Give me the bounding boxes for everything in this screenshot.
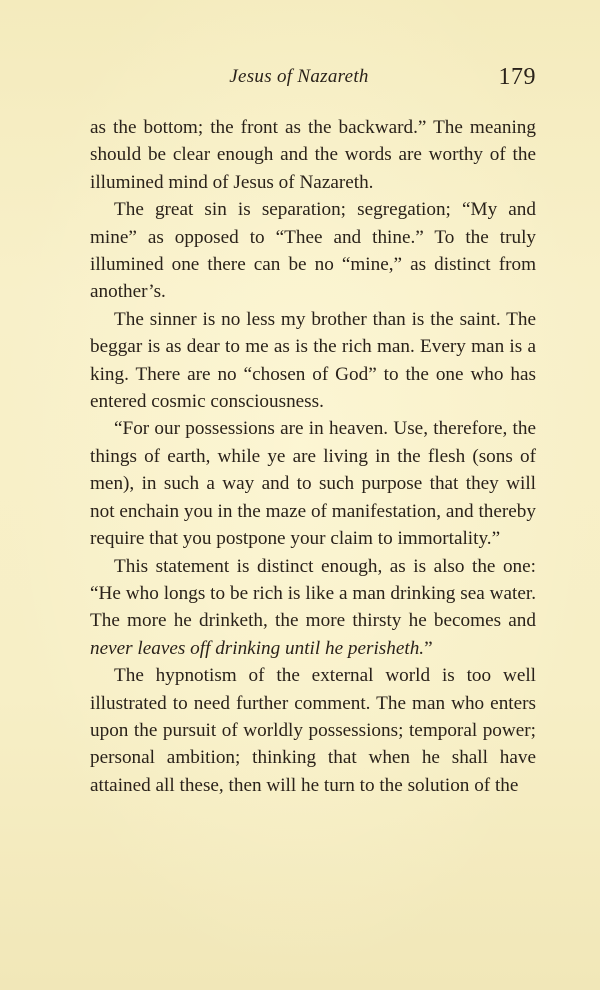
page-number: 179 [498, 64, 536, 90]
paragraph-4: “For our possessions are in heaven. Use, therefore, the things of earth, while ye are living in the flesh (sons of men), in such a way and to such purpose that they will not enchain you in the maze of manifestation, and thereby require that you postpone your claim to immortality.” [90, 418, 536, 550]
paragraph-2: The great sin is separation; segregation; “My and mine” as opposed to “Thee and thine.” To the truly illumined one there can be no “mine,” as distinct from another’s. [90, 199, 536, 303]
paragraph-1: as the bottom; the front as the backward.” The meaning should be clear enough and the words are worthy of the illumined mind of Jesus of Nazareth. [90, 117, 536, 193]
body-text [90, 114, 536, 799]
paragraph-3: The sinner is no less my brother than is the saint. The beggar is as dear to me as is the rich man. Every man is a king. There are no “chosen of God” to the one who has entered cosmic consciousness. [90, 308, 536, 413]
paragraph-6: The hypnotism of the external world is too well illustrated to need further comment. The man who enters upon the pursuit of worldly possessions; temporal power; personal ambition; thinking that when he shall have attained all these, then will he turn to the solution of the [90, 665, 536, 796]
running-head [90, 62, 538, 92]
paragraph-5-text: This statement is distinct enough, as is also the one: “He who longs to be rich is like a man drinking sea water. The more he drinketh, the more thirsty he becomes and [90, 555, 536, 632]
paragraph-5-italic-quote: never leaves off drinking until he perisheth. [90, 637, 425, 659]
paragraph-5 [90, 553, 536, 663]
running-title: Jesus of Nazareth [229, 66, 369, 87]
paragraph-5-closing-quote: ” [424, 637, 433, 659]
